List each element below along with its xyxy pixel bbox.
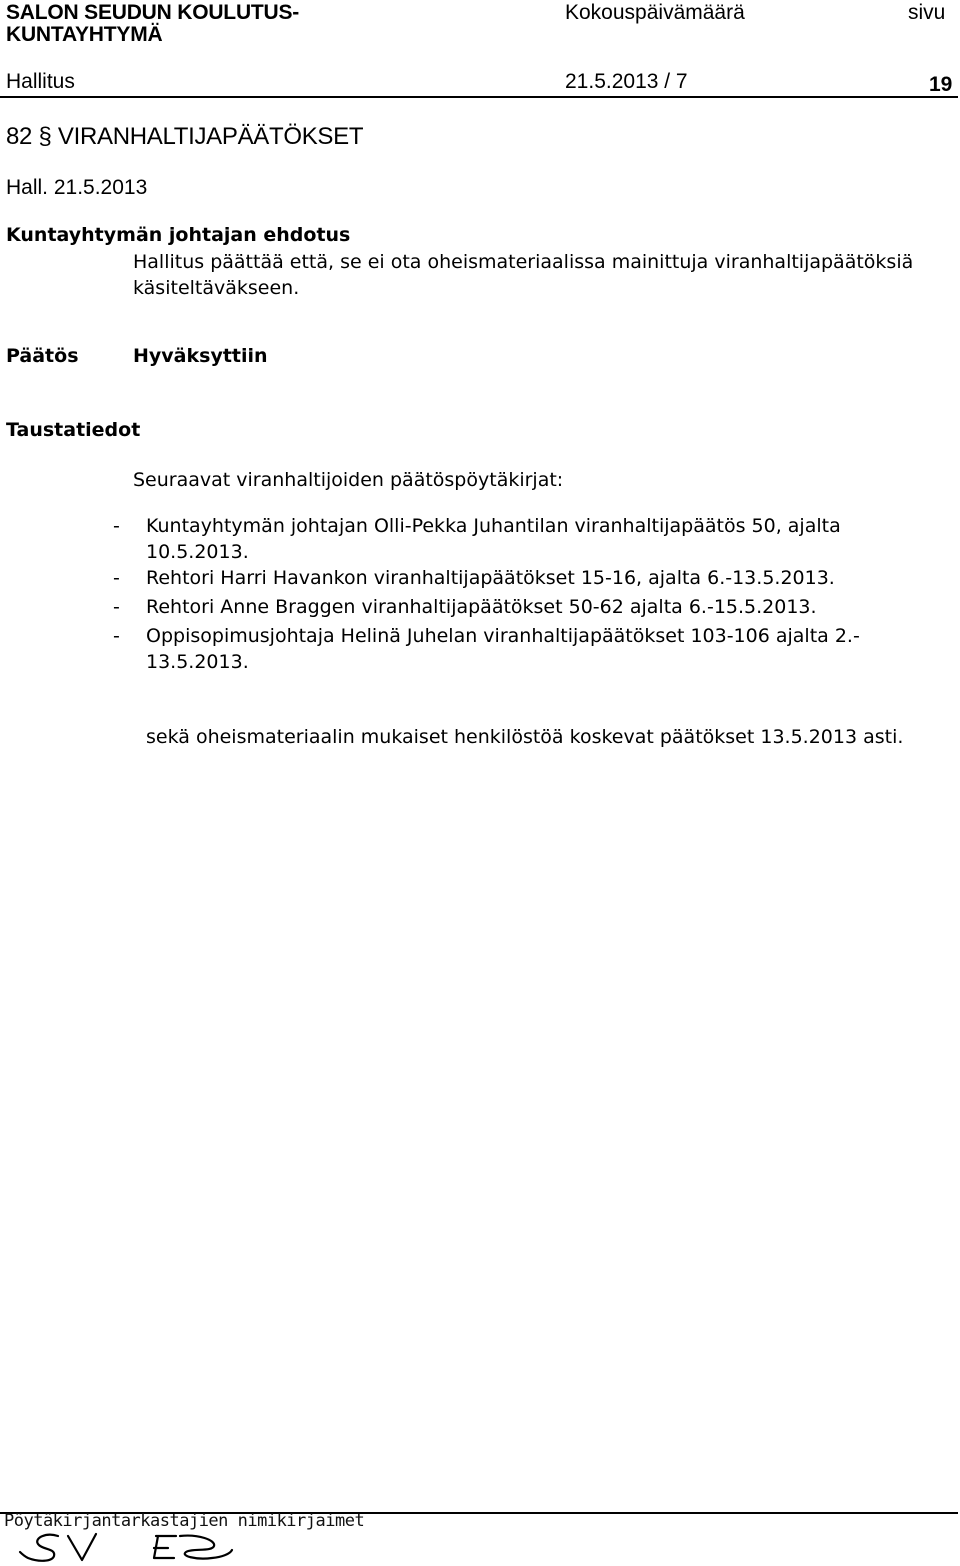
list-bullet: -: [113, 515, 120, 537]
list-bullet: -: [113, 596, 120, 618]
background-heading: Taustatiedot: [6, 419, 141, 441]
page-number: 19: [929, 73, 953, 96]
organization-name-line2: KUNTAYHTYMÄ: [6, 23, 163, 46]
list-bullet: -: [113, 625, 120, 647]
proposal-line: Hallitus päättää että, se ei ota oheismateriaalissa mainittuja viranhaltijapäätöksiä: [133, 251, 914, 273]
organization-name-line1: SALON SEUDUN KOULUTUS-: [6, 1, 300, 24]
header-divider: [0, 96, 958, 98]
section-title: 82 § VIRANHALTIJAPÄÄTÖKSET: [6, 123, 364, 150]
list-bullet: -: [113, 567, 120, 589]
list-item: Rehtori Harri Havankon viranhaltijapäätökset 15-16, ajalta 6.-13.5.2013.: [146, 567, 835, 589]
decision-label: Päätös: [6, 345, 79, 367]
signature-initials-image: [16, 1530, 246, 1564]
meeting-date: 21.5.2013 / 7: [565, 70, 688, 93]
list-item: Kuntayhtymän johtajan Olli-Pekka Juhantilan viranhaltijapäätös 50, ajalta: [146, 515, 841, 537]
footer-initials-label: Pöytäkirjantarkastajien nimikirjaimet: [4, 1511, 365, 1531]
closing-statement: sekä oheismateriaalin mukaiset henkilöstöä koskevat päätökset 13.5.2013 asti.: [146, 726, 904, 748]
page-label: sivu: [908, 1, 946, 24]
proposal-heading: Kuntayhtymän johtajan ehdotus: [6, 224, 351, 246]
governing-body-name: Hallitus: [6, 70, 75, 93]
proposal-line: käsiteltäväkseen.: [133, 277, 300, 299]
decision-value: Hyväksyttiin: [133, 345, 268, 367]
list-item: Oppisopimusjohtaja Helinä Juhelan viranhaltijapäätökset 103-106 ajalta 2.-: [146, 625, 860, 647]
meeting-date-label: Kokouspäivämäärä: [565, 1, 745, 24]
hall-date: Hall. 21.5.2013: [6, 176, 148, 199]
list-item-continuation: 10.5.2013.: [146, 541, 249, 563]
list-item-continuation: 13.5.2013.: [146, 651, 249, 673]
background-intro: Seuraavat viranhaltijoiden päätöspöytäkirjat:: [133, 469, 564, 491]
list-item: Rehtori Anne Braggen viranhaltijapäätökset 50-62 ajalta 6.-15.5.2013.: [146, 596, 817, 618]
